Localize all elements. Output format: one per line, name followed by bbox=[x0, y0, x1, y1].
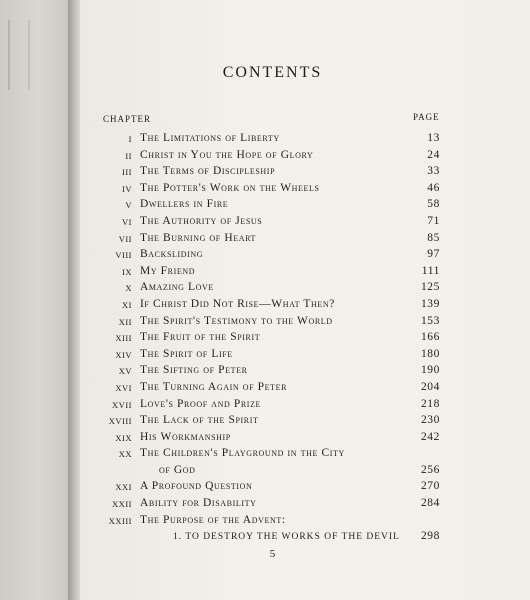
chapter-title: Amazing Love bbox=[140, 281, 214, 294]
toc-row bbox=[80, 315, 530, 332]
toc-row bbox=[80, 232, 530, 249]
chapter-title: The Authority of Jesus bbox=[140, 214, 263, 227]
chapter-number: I bbox=[128, 134, 132, 144]
chapter-number: XIV bbox=[115, 349, 132, 360]
chapter-number: XVI bbox=[115, 382, 132, 393]
table-of-contents bbox=[80, 132, 530, 547]
chapter-title: His Workmanship bbox=[140, 430, 231, 443]
toc-row bbox=[80, 132, 530, 149]
toc-row bbox=[80, 480, 530, 497]
chapter-page-number: 71 bbox=[427, 214, 440, 227]
chapter-page-number: 218 bbox=[420, 397, 440, 410]
chapter-page-number: 256 bbox=[420, 463, 440, 476]
chapter-page-number: 58 bbox=[427, 198, 440, 211]
chapter-title: The Spirit of Life bbox=[140, 347, 233, 360]
chapter-title: of God bbox=[159, 463, 196, 476]
chapter-number: XXII bbox=[112, 499, 132, 510]
chapter-page-number: 270 bbox=[420, 480, 440, 493]
chapter-number: XVII bbox=[112, 399, 132, 410]
chapter-page-number: 204 bbox=[420, 380, 440, 393]
chapter-title: The Sifting of Peter bbox=[140, 364, 248, 377]
chapter-page-number: 284 bbox=[420, 497, 440, 510]
chapter-column-header: CHAPTER bbox=[103, 114, 152, 124]
page-column-header: PAGE bbox=[413, 112, 440, 122]
contents-page bbox=[80, 0, 530, 600]
page-number: 5 bbox=[269, 548, 276, 560]
chapter-title: The Purpose of the Advent: bbox=[140, 513, 286, 526]
chapter-title: The Children's Playground in the City bbox=[140, 447, 345, 460]
chapter-title: Ability for Disability bbox=[140, 497, 257, 510]
chapter-title: The Fruit of the Spirit bbox=[140, 331, 261, 344]
chapter-number: VIII bbox=[115, 250, 132, 261]
chapter-number: XX bbox=[118, 449, 132, 460]
page-title: CONTENTS bbox=[222, 64, 323, 81]
toc-row bbox=[80, 348, 530, 365]
toc-row bbox=[80, 464, 530, 481]
chapter-title: The Turning Again of Peter bbox=[140, 380, 287, 393]
chapter-title: The Terms of Discipleship bbox=[140, 165, 276, 178]
chapter-title: If Christ Did Not Rise—What Then? bbox=[140, 297, 335, 310]
toc-row bbox=[80, 497, 530, 514]
toc-row bbox=[80, 530, 530, 547]
chapter-number: VI bbox=[122, 216, 132, 227]
toc-row bbox=[80, 381, 530, 398]
toc-row bbox=[80, 331, 530, 348]
toc-row bbox=[80, 447, 530, 464]
chapter-page-number: 33 bbox=[427, 165, 440, 178]
chapter-number: IX bbox=[122, 266, 132, 277]
chapter-page-number: 125 bbox=[420, 281, 440, 294]
chapter-number: XIII bbox=[115, 333, 132, 344]
chapter-number: IV bbox=[122, 183, 132, 194]
chapter-title: Christ in You the Hope of Glory bbox=[140, 148, 314, 161]
chapter-number: XXIII bbox=[108, 515, 132, 526]
chapter-number: XVIII bbox=[108, 416, 132, 427]
chapter-title: The Potter's Work on the Wheels bbox=[140, 181, 320, 194]
chapter-number: XI bbox=[122, 299, 132, 310]
toc-row bbox=[80, 182, 530, 199]
chapter-title: Backsliding bbox=[140, 248, 204, 261]
chapter-page-number: 139 bbox=[420, 297, 440, 310]
chapter-title: Love's Proof and Prize bbox=[140, 397, 262, 410]
chapter-page-number: 166 bbox=[420, 331, 440, 344]
chapter-page-number: 111 bbox=[421, 264, 440, 277]
toc-row bbox=[80, 149, 530, 166]
chapter-page-number: 85 bbox=[427, 231, 440, 244]
chapter-number: III bbox=[122, 167, 132, 178]
chapter-number: XIX bbox=[115, 432, 132, 443]
chapter-title: The Burning of Heart bbox=[140, 231, 257, 244]
chapter-page-number: 230 bbox=[420, 414, 440, 427]
chapter-page-number: 298 bbox=[420, 530, 440, 543]
chapter-number: X bbox=[125, 283, 132, 294]
toc-row bbox=[80, 215, 530, 232]
facing-page-bleed-mark bbox=[8, 20, 30, 90]
chapter-number: XXI bbox=[115, 482, 132, 493]
chapter-number: V bbox=[125, 200, 132, 211]
toc-row bbox=[80, 248, 530, 265]
chapter-page-number: 242 bbox=[420, 430, 440, 443]
toc-row bbox=[80, 514, 530, 531]
toc-row bbox=[80, 265, 530, 282]
chapter-page-number: 13 bbox=[427, 132, 440, 144]
chapter-page-number: 190 bbox=[420, 364, 440, 377]
chapter-page-number: 46 bbox=[427, 181, 440, 194]
toc-row bbox=[80, 431, 530, 448]
chapter-title: The Spirit's Testimony to the World bbox=[140, 314, 333, 327]
toc-row bbox=[80, 398, 530, 415]
chapter-title: The Limitations of Liberty bbox=[140, 132, 280, 144]
chapter-page-number: 24 bbox=[427, 148, 440, 161]
chapter-title: A Profound Question bbox=[140, 480, 253, 493]
chapter-title: The Lack of the Spirit bbox=[140, 414, 259, 427]
chapter-title: Dwellers in Fire bbox=[140, 198, 229, 211]
facing-page-edge bbox=[0, 0, 72, 600]
chapter-page-number: 97 bbox=[427, 248, 440, 261]
toc-row bbox=[80, 298, 530, 315]
toc-row bbox=[80, 364, 530, 381]
chapter-number: VII bbox=[118, 233, 132, 244]
chapter-number: II bbox=[125, 150, 132, 161]
chapter-title: My Friend bbox=[140, 264, 196, 277]
chapter-number: XV bbox=[118, 366, 132, 377]
toc-row bbox=[80, 198, 530, 215]
chapter-page-number: 153 bbox=[420, 314, 440, 327]
chapter-page-number: 180 bbox=[420, 347, 440, 360]
toc-row bbox=[80, 414, 530, 431]
toc-row bbox=[80, 281, 530, 298]
toc-row bbox=[80, 165, 530, 182]
chapter-title: 1. TO DESTROY THE WORKS OF THE DEVIL bbox=[173, 532, 400, 543]
chapter-number: XII bbox=[118, 316, 132, 327]
